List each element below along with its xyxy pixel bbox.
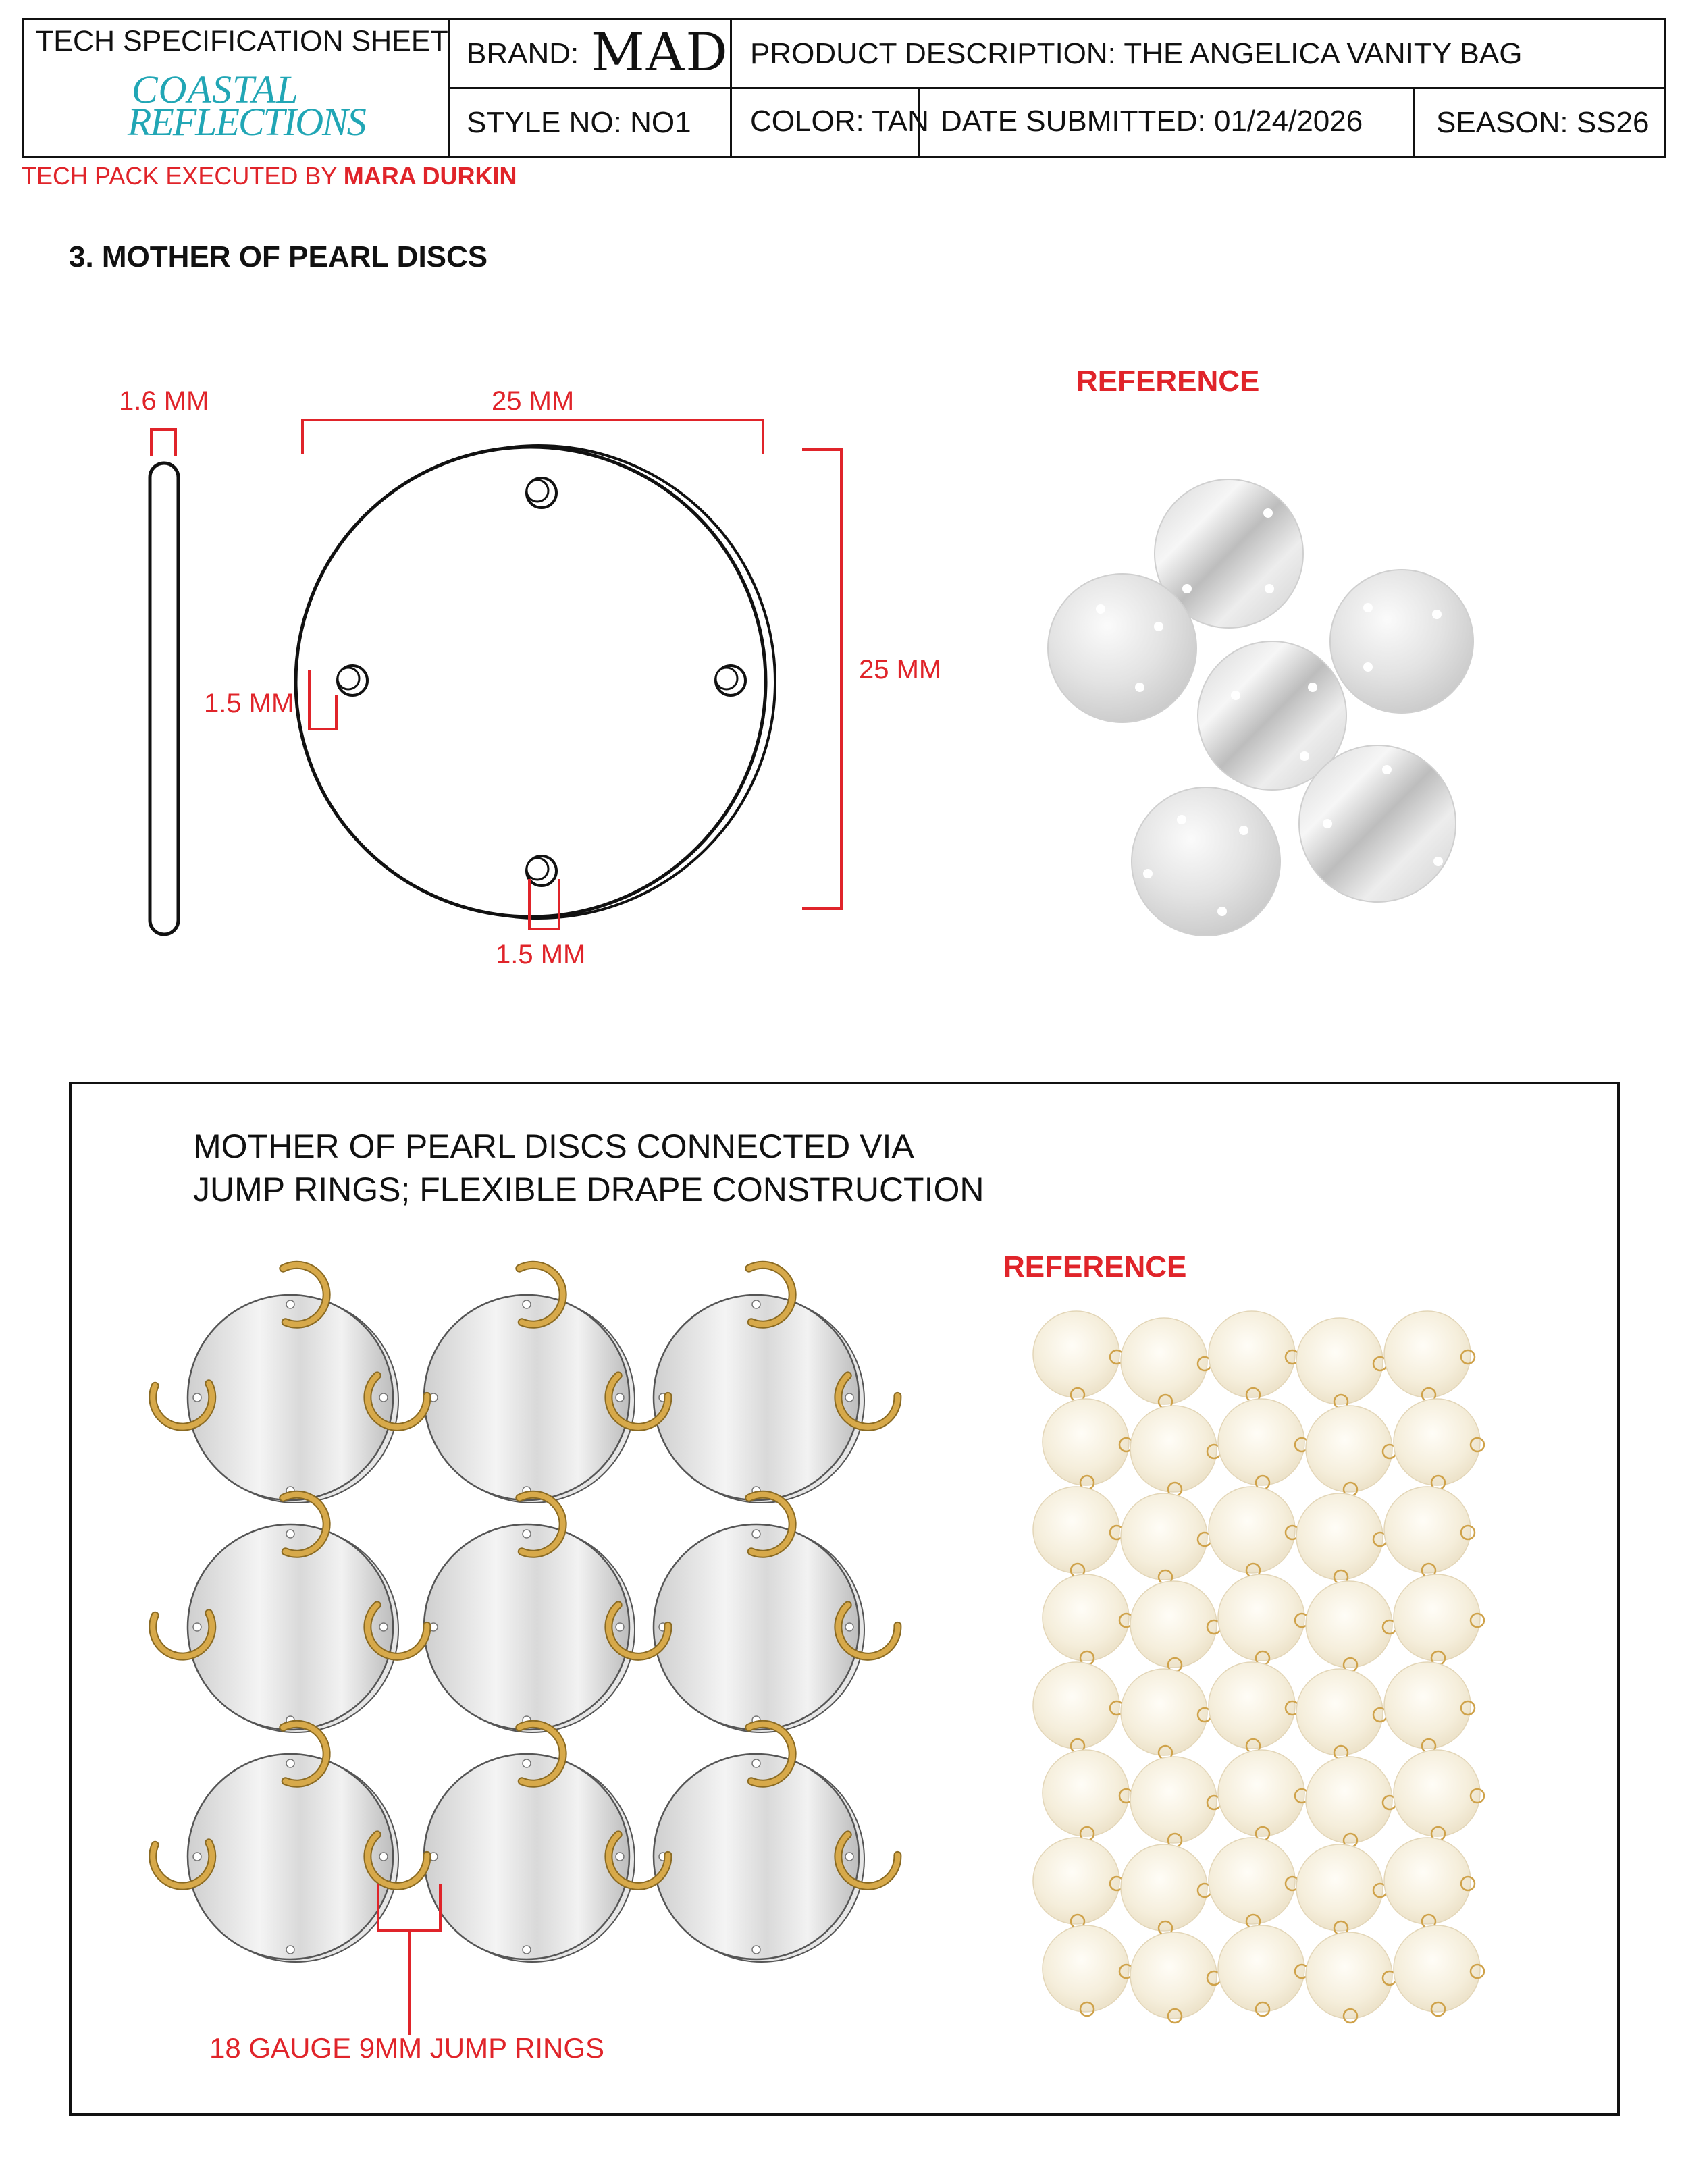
mesh-disc: [1209, 1311, 1299, 1402]
thickness-bracket: [151, 429, 176, 456]
mesh-disc: [1384, 1662, 1475, 1753]
mesh-disc: [1121, 1844, 1211, 1935]
disc-hole: [716, 666, 745, 695]
height-label: 25 MM: [859, 655, 942, 685]
mesh-disc: [1209, 1838, 1299, 1928]
mesh-disc: [1130, 1406, 1221, 1496]
style-number: STYLE NO: NO1: [467, 106, 691, 139]
brand-label: BRAND:: [467, 37, 579, 70]
mesh-disc: [1218, 1574, 1309, 1665]
mesh-disc: [1296, 1669, 1387, 1759]
mesh-disc: [1033, 1311, 1124, 1402]
disc-side-profile: [150, 463, 178, 934]
mesh-disc: [1121, 1318, 1211, 1408]
mesh-disc: [1043, 1925, 1133, 2016]
disc-grid-illustration: [122, 1249, 972, 2059]
mesh-disc: [1218, 1399, 1309, 1489]
mesh-disc: [1384, 1311, 1475, 1402]
reference-disc: [1299, 745, 1456, 902]
mesh-disc: [1043, 1750, 1133, 1840]
mesh-disc: [1033, 1838, 1124, 1928]
executed-by-label: TECH PACK EXECUTED BY: [22, 162, 337, 190]
disc-hole: [527, 856, 556, 886]
jump-ring-callout: 18 GAUGE 9MM JUMP RINGS: [209, 2032, 605, 2064]
reference-disc-cluster: [1040, 446, 1553, 972]
header-divider: [448, 87, 1664, 89]
season-value: SEASON: SS26: [1436, 106, 1650, 139]
mesh-disc: [1121, 1669, 1211, 1759]
executed-by-name: MARA DURKIN: [343, 162, 517, 190]
mesh-disc: [1394, 1399, 1484, 1489]
reference-disc: [1330, 570, 1473, 713]
mesh-disc: [1306, 1581, 1396, 1672]
width-label: 25 MM: [492, 386, 575, 416]
mesh-disc: [1306, 1406, 1396, 1496]
executed-by: [22, 162, 517, 190]
mesh-disc: [1209, 1487, 1299, 1577]
mesh-disc: [1043, 1399, 1133, 1489]
mesh-disc: [1394, 1750, 1484, 1840]
mesh-disc: [1043, 1574, 1133, 1665]
disc-hole: [527, 478, 556, 508]
reference-disc: [1132, 787, 1280, 936]
mesh-disc: [1384, 1838, 1475, 1928]
mesh-disc: [1121, 1493, 1211, 1584]
color-value: COLOR: TAN: [750, 105, 929, 138]
mesh-disc: [1130, 1581, 1221, 1672]
product-description: PRODUCT DESCRIPTION: THE ANGELICA VANITY BAG: [750, 37, 1523, 70]
mesh-disc: [1296, 1493, 1387, 1584]
hole-bottom-label: 1.5 MM: [496, 940, 586, 969]
mesh-disc: [1130, 1932, 1221, 2023]
mesh-disc: [1306, 1757, 1396, 1847]
mesh-disc: [1296, 1844, 1387, 1935]
hole-side-label: 1.5 MM: [204, 689, 294, 718]
mesh-disc: [1296, 1318, 1387, 1408]
mesh-disc: [1130, 1757, 1221, 1847]
mesh-disc: [1394, 1925, 1484, 2016]
mesh-disc: [1218, 1925, 1309, 2016]
reference-disc-mesh: [1026, 1316, 1499, 2127]
section-title: 3. MOTHER OF PEARL DISCS: [69, 240, 488, 273]
brand-logo: [111, 67, 381, 155]
reference-label: REFERENCE: [1076, 365, 1260, 398]
mesh-disc: [1306, 1932, 1396, 2023]
construction-caption: [193, 1125, 984, 1211]
height-bracket: [802, 450, 841, 909]
reference-disc: [1048, 574, 1196, 722]
construction-reference-label: REFERENCE: [1003, 1250, 1187, 1283]
caption-line-1: MOTHER OF PEARL DISCS CONNECTED VIA: [193, 1127, 914, 1165]
mesh-disc: [1033, 1487, 1124, 1577]
mesh-disc: [1218, 1750, 1309, 1840]
header-divider: [1413, 87, 1415, 156]
date-submitted: DATE SUBMITTED: 01/24/2026: [941, 105, 1363, 138]
spec-header-table: [22, 18, 1666, 158]
mesh-disc: [1384, 1487, 1475, 1577]
mesh-disc: [1209, 1662, 1299, 1753]
thickness-label: 1.6 MM: [119, 386, 209, 416]
brand-value: MAD: [591, 22, 729, 83]
mesh-disc: [1033, 1662, 1124, 1753]
disc-hole: [338, 666, 367, 695]
caption-line-2: JUMP RINGS; FLEXIBLE DRAPE CONSTRUCTION: [193, 1171, 984, 1208]
sheet-title: TECH SPECIFICATION SHEET: [36, 25, 448, 57]
logo-line-1: COASTAL: [132, 68, 299, 111]
mesh-disc: [1394, 1574, 1484, 1665]
logo-line-2: REFLECTIONS: [128, 100, 365, 144]
